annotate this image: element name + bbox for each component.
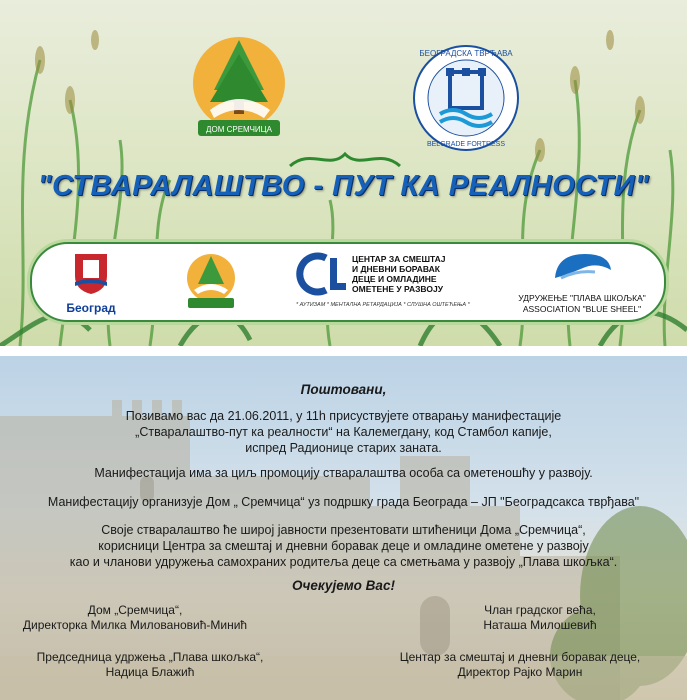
dom-sremcica-small-logo: [178, 250, 244, 314]
signature-center-director: Центар за смештај и дневни боравак деце, Директор Рајко Марин: [399, 650, 641, 679]
paragraph-organizer: Манифестацију организује Дом „ Сремчица“ уз подршку града Београда – ЈП "Београдсакса тврђава": [47, 495, 640, 509]
event-title: "СТВАРАЛАШТВО - ПУТ КА РЕАЛНОСТИ": [37, 170, 650, 202]
blue-shell-logo: [512, 248, 652, 316]
paragraph-participants: Своје стваралаштво ће широј јавности презентовати штићеници Дома „Сремчица“, корисници Центра за смештај и дневни боравак деце и омладине ометене у развоју као и чланови удружења самохраних родитеља деце са сметњама у развоју „Плава шкољка“.: [69, 523, 618, 569]
closing-line: Очекујемо Вас!: [292, 578, 395, 593]
shell-name-en: ASSOCIATION "BLUE SHEEL": [522, 304, 642, 314]
shell-icon: [547, 248, 617, 288]
invitation-front: [0, 0, 687, 346]
center-subtitle: * АУТИЗАМ * МЕНТАЛНА РЕТАРДАЦИЈА * СЛУШНА ОШТЕЋЕЊА *: [296, 302, 470, 308]
belgrade-city-logo: [54, 250, 128, 316]
belgrade-label: Београд: [66, 301, 116, 315]
dom-sremcica-logo: [180, 28, 298, 146]
svg-text:BELGRADE FORTRESS: BELGRADE FORTRESS: [426, 141, 506, 148]
paragraph-date-place: Позивамо вас да 21.06.2011, у 11h присуствујете отварању манифестације „Стваралаштво-пут ка реалности“ на Калемегдану, код Стамбол капије, испред Радионице старих заната.: [125, 409, 562, 455]
center-cl-icon: [296, 252, 348, 296]
paragraph-goal: Манифестација има за циљ промоцију стваралаштва особа са ометеношћу у развоју.: [94, 466, 593, 480]
signature-blue-shell: Председница удржења „Плава шкољка“, Надица Блажић: [36, 650, 264, 679]
signature-city-council: Члан градског већа, Наташа Милошевић: [483, 603, 597, 632]
title-ornament: [285, 148, 405, 170]
shell-name-sr: УДРУЖЕЊЕ "ПЛАВА ШКОЉКА": [518, 293, 646, 303]
svg-text:ДОМ СРЕМЧИЦА: ДОМ СРЕМЧИЦА: [206, 125, 272, 134]
greeting: Поштовани,: [300, 382, 387, 397]
invitation-back: [0, 356, 687, 700]
belgrade-fortress-logo: [410, 42, 522, 154]
center-logo: [296, 252, 470, 316]
belgrade-coat-of-arms-icon: [71, 250, 111, 294]
partners-banner: [30, 242, 666, 322]
svg-text:БЕОГРАДСКА ТВРЂАВА: БЕОГРАДСКА ТВРЂАВА: [419, 49, 513, 58]
fold-divider: [0, 346, 687, 356]
signature-dom-director: Дом „Сремчица“, Директорка Милка Миловановић-Минић: [22, 603, 248, 632]
center-name: ЦЕНТАР ЗА СМЕШТАЈ И ДНЕВНИ БОРАВАК ДЕЦЕ И ОМЛАДИНЕ ОМЕТЕНЕ У РАЗВОЈУ: [352, 254, 446, 294]
